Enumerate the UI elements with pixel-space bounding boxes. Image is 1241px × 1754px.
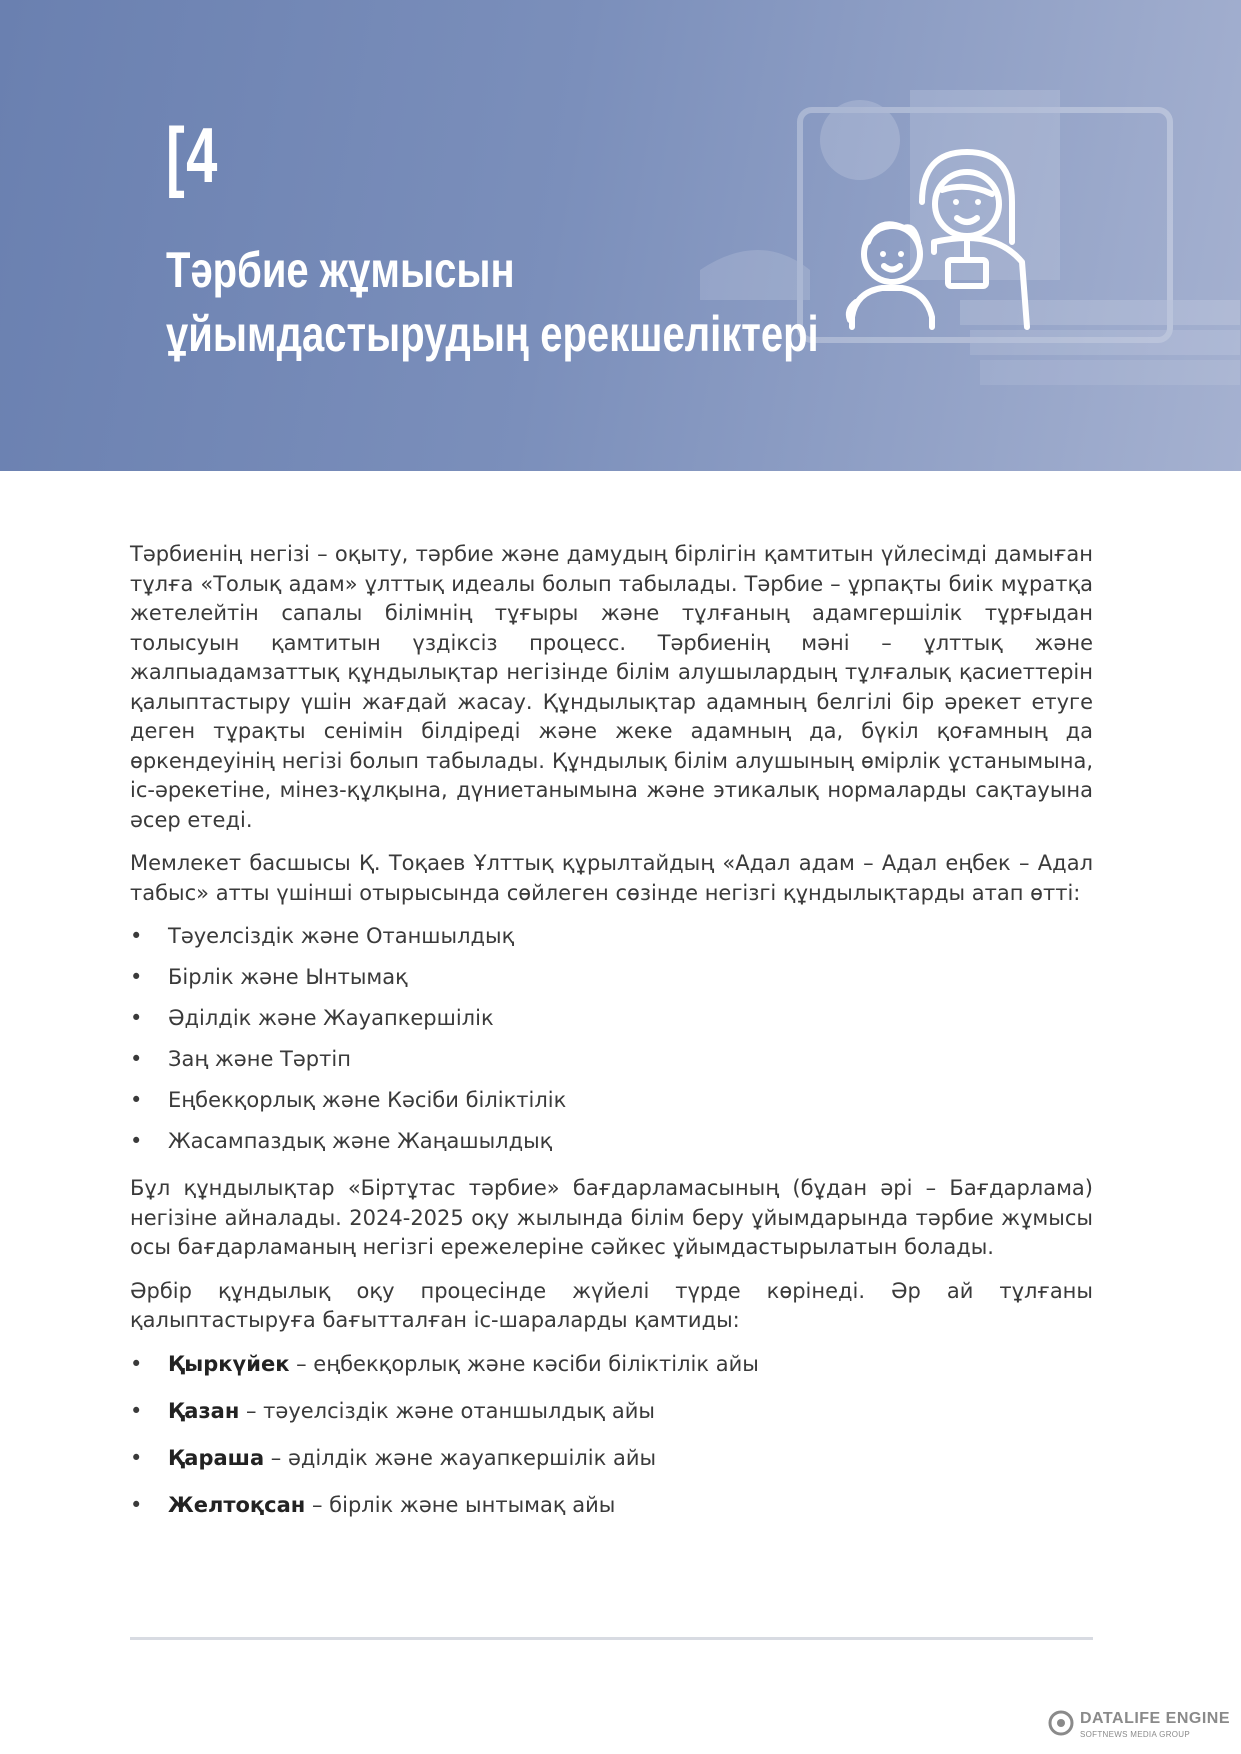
bullet: •	[130, 1445, 143, 1470]
parent-child-icon	[842, 142, 1042, 342]
chapter-content	[130, 540, 1093, 1538]
value-text: Тәуелсіздік және Отаншылдық	[168, 924, 515, 948]
value-text: Әділдік және Жауапкершілік	[168, 1006, 494, 1030]
month-name: Қазан	[168, 1398, 240, 1423]
month-description: – еңбекқорлық және кәсіби біліктілік айы	[289, 1351, 759, 1376]
bullet: •	[130, 1006, 143, 1030]
values-intro-paragraph: Мемлекет басшысы Қ. Тоқаев Ұлттық құрылтайдың «Адал адам – Адал еңбек – Адал табыс» атты үшінші отырысында сөйлеген сөзінде негізгі құндылықтарды атап өтті:	[130, 851, 1093, 905]
list-item	[130, 1004, 1093, 1045]
chapter-header	[0, 0, 1241, 471]
datalife-logo-icon	[1048, 1710, 1074, 1736]
month-name: Қараша	[168, 1445, 265, 1470]
bullet: •	[130, 924, 143, 948]
chapter-title	[166, 238, 886, 366]
watermark-subtitle: SOFTNEWS MEDIA GROUP	[1080, 1730, 1191, 1739]
core-values-list	[130, 922, 1093, 1168]
list-item	[130, 1127, 1093, 1168]
intro-paragraph: Тәрбиенің негізі – оқыту, тәрбие және дамудың бірлігін қамтитын үйлесімді дамыған тұлға «Толық адам» ұлттық идеалы болып табылады. Тәрбие – ұрпақты биік мұратқа жетелейтін сапалы білімнің тұғыры және тұлғаның адамгершілік тұрғыдан толысуын қамтитын үздіксіз процесс. Тәрбиенің мәні – ұлттық және жалпыадамзаттық құндылықтар негізінде білім алушылардың тұлғалық қасиеттерін қалыптастыру үшін жағдай жасау. Құндылықтар адамның белгілі бір әрекет етуге деген тұрақты сенімін білдіреді және жеке адамның да, бүкіл қоғамның да өркендеуінің негізі болып табылады. Құндылық білім алушының өмірлік ұстанымына, іс-әрекетіне, мінез-құлқына, дүниетанымына және этикалық нормаларды сақтауына әсер етеді.	[130, 542, 1093, 832]
month-description: – бірлік және ынтымақ айы	[305, 1492, 616, 1517]
watermark-title: DATALIFE ENGINE	[1080, 1710, 1231, 1727]
bullet: •	[130, 1088, 143, 1112]
value-text: Еңбекқорлық және Кәсіби біліктілік	[168, 1088, 567, 1112]
month-description: – әділдік және жауапкершілік айы	[264, 1445, 657, 1470]
value-text: Заң және Тәртіп	[168, 1047, 351, 1071]
month-description: – тәуелсіздік және отаншылдық айы	[239, 1398, 655, 1423]
list-item	[130, 963, 1093, 1004]
program-paragraph: Бұл құндылықтар «Біртұтас тәрбие» бағдарламасының (бұдан әрі – Бағдарлама) негізіне айналады. 2024-2025 оқу жылында білім беру ұйымдарында тәрбие жұмысы осы бағдарламаның негізгі ережелеріне сәйкес ұйымдастырылатын болады.	[130, 1176, 1093, 1259]
bullet: •	[130, 1398, 143, 1423]
chapter-number: [4	[166, 111, 219, 199]
value-text: Жасампаздық және Жаңашылдық	[168, 1129, 553, 1153]
list-item	[130, 922, 1093, 963]
bullet: •	[130, 1129, 143, 1153]
footer-divider	[130, 1637, 1093, 1640]
chapter-title-line-2: ұйымдастырудың ерекшеліктері	[166, 306, 819, 362]
list-item	[130, 1045, 1093, 1086]
list-item	[130, 1444, 1093, 1491]
list-item	[130, 1086, 1093, 1127]
bullet: •	[130, 965, 143, 989]
month-name: Қыркүйек	[168, 1351, 290, 1376]
list-item	[130, 1397, 1093, 1444]
bullet: •	[130, 1351, 143, 1376]
monthly-intro-paragraph: Әрбір құндылық оқу процесінде жүйелі түрде көрінеді. Әр ай тұлғаны қалыптастыруға бағытталған іс-шараларды қамтиды:	[130, 1278, 1093, 1332]
value-text: Бірлік және Ынтымақ	[168, 965, 408, 989]
list-item	[130, 1491, 1093, 1538]
month-name: Желтоқсан	[168, 1492, 306, 1517]
bullet: •	[130, 1492, 143, 1517]
monthly-values-list	[130, 1350, 1093, 1538]
chapter-title-line-1: Тәрбие жұмысын	[166, 242, 515, 298]
bullet: •	[130, 1047, 143, 1071]
list-item	[130, 1350, 1093, 1397]
